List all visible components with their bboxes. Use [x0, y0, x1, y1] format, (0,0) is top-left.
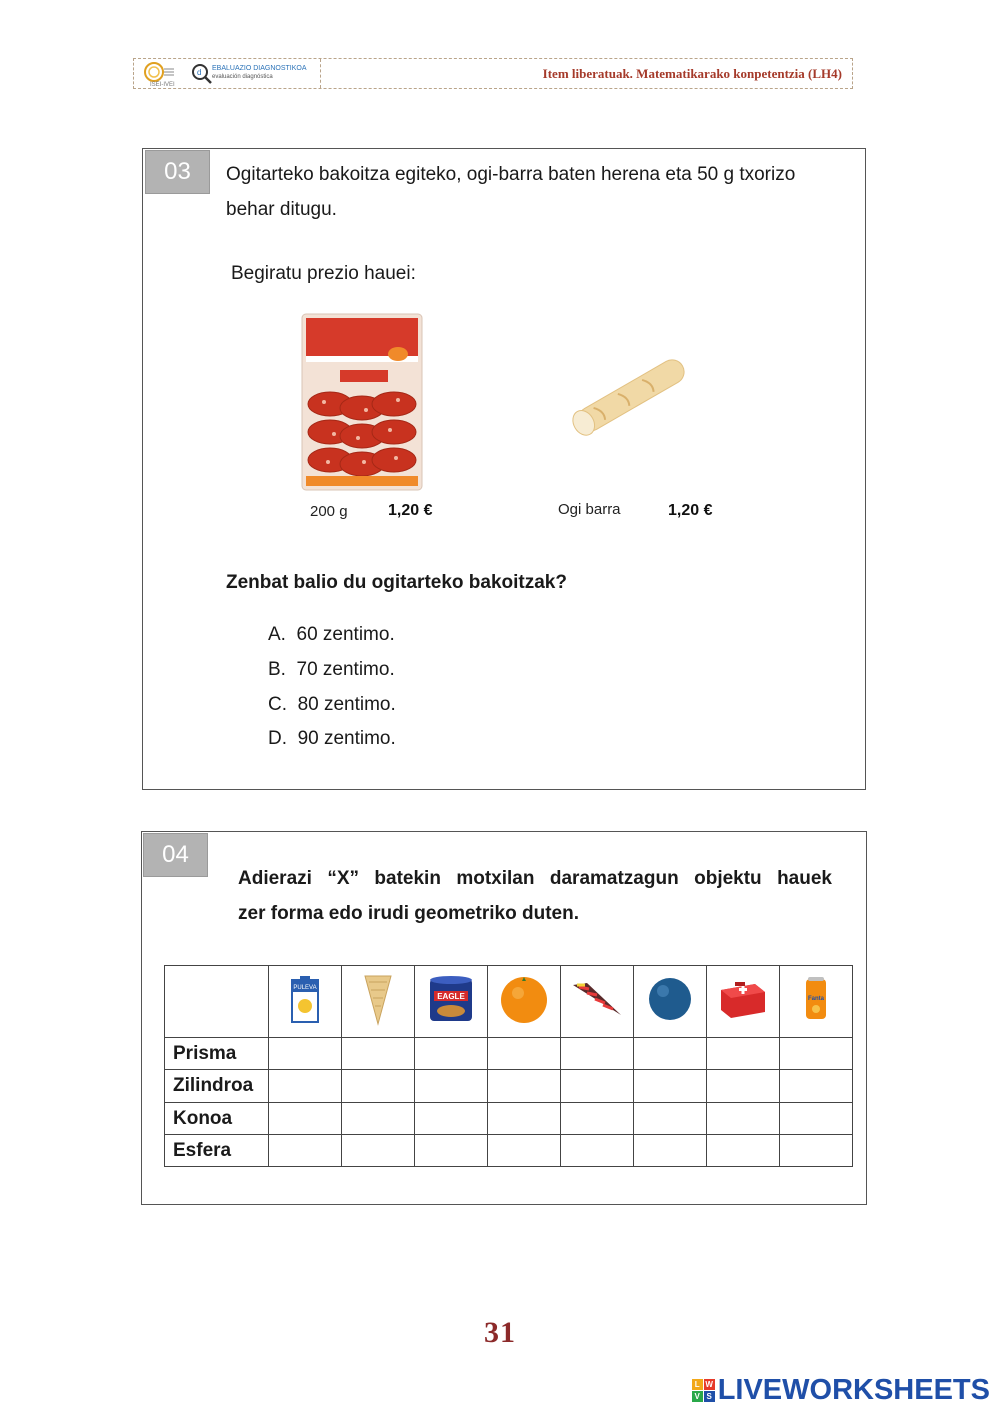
row-label-prisma: Prisma [165, 1038, 269, 1070]
header-divider [320, 59, 321, 88]
table-row-konoa [165, 1103, 853, 1135]
object-nut-can [415, 966, 488, 1038]
object-wrapped-cone [561, 966, 634, 1038]
bread-label: Ogi barra [558, 501, 621, 518]
answer-cell[interactable] [707, 1070, 780, 1103]
option-a[interactable] [268, 624, 395, 646]
answer-cell[interactable] [707, 1103, 780, 1135]
orange-icon [498, 973, 550, 1025]
option-b[interactable] [268, 659, 395, 681]
option-d[interactable] [268, 728, 396, 750]
liveworksheets-logo-icon [692, 1379, 715, 1402]
ice-cream-cone-icon [361, 972, 395, 1026]
soda-brand: Fanta [807, 996, 825, 1002]
object-first-aid-box [707, 966, 780, 1038]
answer-cell[interactable] [561, 1038, 634, 1070]
table-row-esfera [165, 1135, 853, 1167]
corner-cell [165, 966, 269, 1038]
question-03-number: 03 [145, 150, 210, 194]
nut-can-icon [426, 973, 476, 1025]
shapes-table [164, 965, 853, 1167]
table-row-zilindroa [165, 1070, 853, 1103]
object-milk-carton [269, 966, 342, 1038]
object-ice-cream-cone [342, 966, 415, 1038]
row-label-konoa: Konoa [165, 1103, 269, 1135]
logo-text-2: evaluación diagnóstica [212, 74, 273, 80]
answer-cell[interactable] [780, 1070, 853, 1103]
option-b-text: 70 zentimo. [296, 659, 395, 680]
answer-cell[interactable] [634, 1103, 707, 1135]
answer-cell[interactable] [488, 1135, 561, 1167]
object-soda-can [780, 966, 853, 1038]
chorizo-weight: 200 g [310, 503, 348, 520]
chorizo-package-image [300, 312, 424, 492]
liveworksheets-brand [692, 1374, 990, 1407]
answer-cell[interactable] [780, 1103, 853, 1135]
answer-cell[interactable] [415, 1103, 488, 1135]
answer-cell[interactable] [707, 1038, 780, 1070]
isei-logo-text: ISEI-IVEI [150, 82, 175, 88]
answer-cell[interactable] [561, 1103, 634, 1135]
objects-row [165, 966, 853, 1038]
answer-cell[interactable] [269, 1070, 342, 1103]
answer-cell[interactable] [342, 1038, 415, 1070]
row-label-zilindroa: Zilindroa [165, 1070, 269, 1103]
answer-cell[interactable] [634, 1135, 707, 1167]
option-d-text: 90 zentimo. [297, 728, 396, 749]
brand-letter: L [692, 1379, 703, 1390]
option-c-text: 80 zentimo. [297, 694, 396, 715]
milk-brand: PULEVA [293, 985, 317, 991]
q4-text-line2: zer forma edo irudi geometriko duten. [238, 903, 579, 924]
option-a-text: 60 zentimo. [296, 624, 395, 645]
answer-cell[interactable] [707, 1135, 780, 1167]
object-blue-ball [634, 966, 707, 1038]
answer-cell[interactable] [488, 1038, 561, 1070]
question-04-number: 04 [143, 833, 208, 877]
header-title: Item liberatuak. Matematikarako konpetentzia (LH4) [542, 66, 842, 81]
first-aid-box-icon [717, 978, 769, 1020]
answer-cell[interactable] [488, 1070, 561, 1103]
q3-text-line1: Ogitarteko bakoitza egiteko, ogi-barra baten herena eta 50 g txorizo [226, 164, 796, 185]
option-d-letter: D. [268, 728, 287, 749]
answer-cell[interactable] [269, 1103, 342, 1135]
answer-cell[interactable] [415, 1135, 488, 1167]
q3-question: Zenbat balio du ogitarteko bakoitzak? [226, 572, 567, 593]
page-header [133, 58, 853, 89]
bread-price: 1,20 € [668, 502, 713, 519]
brand-letter: V [692, 1391, 703, 1402]
answer-cell[interactable] [342, 1070, 415, 1103]
chorizo-price: 1,20 € [388, 502, 433, 519]
answer-cell[interactable] [342, 1103, 415, 1135]
option-c-letter: C. [268, 694, 287, 715]
brand-letter: S [704, 1391, 715, 1402]
answer-cell[interactable] [415, 1038, 488, 1070]
answer-cell[interactable] [780, 1135, 853, 1167]
option-a-letter: A. [268, 624, 286, 645]
blue-ball-icon [647, 976, 693, 1022]
option-b-letter: B. [268, 659, 286, 680]
magnifier-logo-icon [190, 62, 214, 86]
answer-cell[interactable] [269, 1135, 342, 1167]
baguette-image [562, 352, 698, 438]
answer-cell[interactable] [634, 1070, 707, 1103]
answer-cell[interactable] [634, 1038, 707, 1070]
soda-can-icon [803, 975, 829, 1023]
liveworksheets-text: LIVEWORKSHEETS [717, 1374, 990, 1406]
table-row-prisma [165, 1038, 853, 1070]
milk-carton-icon [288, 974, 322, 1024]
q3-text-line2: behar ditugu. [226, 199, 337, 220]
answer-cell[interactable] [342, 1135, 415, 1167]
wrapped-cone-icon [569, 979, 625, 1019]
can-brand: EAGLE [437, 992, 465, 1001]
question-03-box [142, 148, 866, 790]
row-label-esfera: Esfera [165, 1135, 269, 1167]
option-c[interactable] [268, 694, 396, 716]
object-orange [488, 966, 561, 1038]
isei-logo [140, 60, 184, 88]
answer-cell[interactable] [269, 1038, 342, 1070]
answer-cell[interactable] [415, 1070, 488, 1103]
brand-letter: W [705, 1380, 713, 1389]
answer-cell[interactable] [561, 1070, 634, 1103]
svg-text:d: d [197, 68, 202, 77]
answer-cell[interactable] [488, 1103, 561, 1135]
logo-text-1: EBALUAZIO DIAGNOSTIKOA [212, 65, 307, 72]
q3-prompt: Begiratu prezio hauei: [231, 263, 416, 284]
answer-cell[interactable] [561, 1135, 634, 1167]
answer-cell[interactable] [780, 1038, 853, 1070]
page-number: 31 [484, 1316, 516, 1349]
q4-text-line1: Adierazi “X” batekin motxilan daramatzagun objektu hauek [238, 868, 832, 889]
